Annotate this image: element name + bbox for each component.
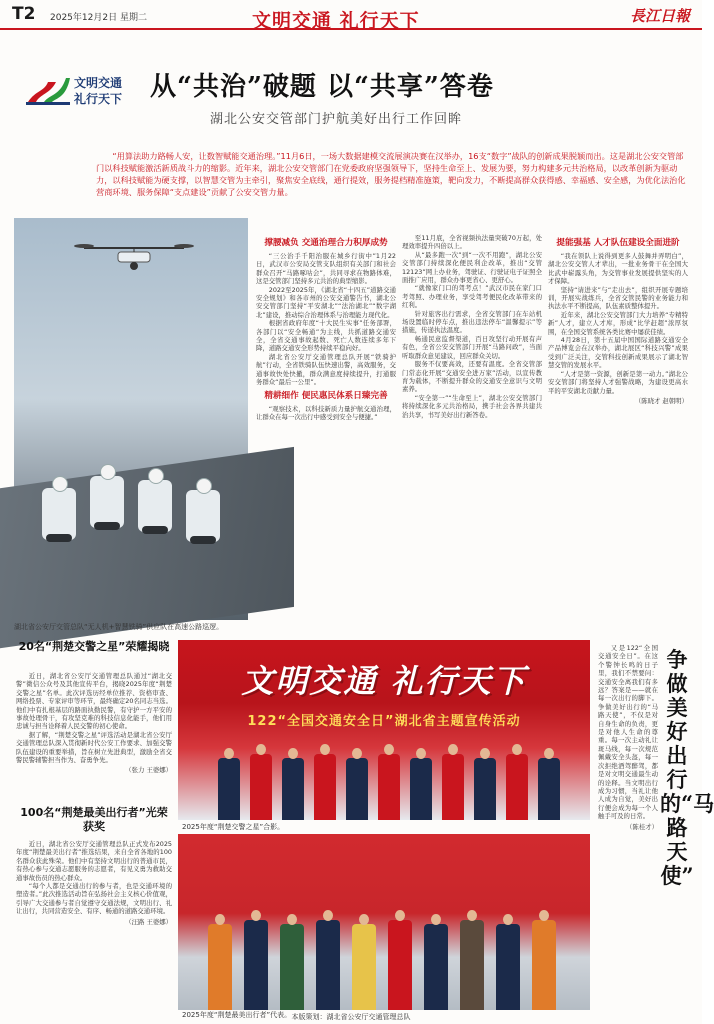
travelers-group-photo <box>178 834 590 1010</box>
person-figure <box>424 924 448 1010</box>
police-rider <box>90 476 124 528</box>
paragraph: 针对旅客出行需求，全省交管部门在车站机场设置临时停车点，推出违法停车“温馨提示”等措施，传递执法温度。 <box>402 309 542 335</box>
section-heading: 撑腰减负 交通治理合力积厚成势 <box>264 238 388 248</box>
officer-figure <box>346 758 368 820</box>
person-figure <box>388 920 412 1010</box>
hero-caption: 湖北省公安厅交管总队“无人机+智慧铁骑”供应队在高速公路巡逻。 <box>14 623 224 631</box>
person-figure <box>532 920 556 1010</box>
section-heading: 精耕细作 便民惠民体系日臻完善 <box>264 390 388 401</box>
officer-figure <box>410 758 432 820</box>
paragraph: “我在领队上说得到更多人鼓舞并弄明白”，湖北公安交管人才辈出，一批业务骨干在全国大比武中崭露头角，为交管事业发展提供坚实的人才保障。 <box>548 252 688 286</box>
paragraph: 至11月底，全省视频执法量突破70万起，处理效率提升四倍以上。 <box>402 234 542 251</box>
byline: （汪路 王婆娜） <box>125 917 172 926</box>
byline: （陈桂才） <box>626 822 658 831</box>
logo-text-line1: 文明交通 <box>74 76 123 90</box>
police-rider <box>138 480 172 532</box>
article-title-travelers: 100名“荆楚最美出行者”光荣获奖 <box>20 806 168 833</box>
paragraph: 4月28日，第十五届中国国际道路交通安全产品博览会在汉举办，湖北展区“科技兴警”成果受到广泛关注，交管科技创新成果展示了湖北智慧交管的发展水平。 <box>548 336 688 370</box>
column-title: 文明交通 礼行天下 <box>252 10 420 32</box>
page-header <box>0 0 702 30</box>
person-figure <box>244 920 268 1010</box>
person-figure <box>352 924 376 1010</box>
paragraph: “观察技术，以科技新质力量护航交通治理，让群众在每一次出行中感受到安全与便捷。” <box>256 404 396 421</box>
lead-paragraph: “用算法助力路畅人安，让数智赋能交通治理。”11月6日，一场大数据建模交流展演决赛在汉举办，16支“数字”战队的创新成果脱颖而出。这是湖北公安交管部门以科技赋能激活新质战斗力的缩影。近年来，湖北公安交管部门在党委政府坚强领导下，坚持生命至上、发展为要，努力构建多元共治格局，以改革创新为驱动力，以科技赋能为硬支撑，以智慧交管为主牵引，聚焦安全底线，通行提效，服务提档精准施策，靶向发力，不断提高群众获得感、幸福感、安全感，为优化法治化营商环境、服务保障“支点建设”贡献了公安交管力量。 <box>96 151 686 197</box>
paragraph: 近日，湖北省公安厅交通管理总队通过“湖北交警”微信公众号及其他宣传平台，揭晓2025年度“荆楚交警之星”名单。此次评选历经单位推荐、资格审查、网络投票、专家评审等环节，最终确定20名同志当选。他们中有扎根基层的路面执勤民警，有守护一方平安的事故处理骨干，有攻坚克难的科技信息化能手，他们用忠诚与担当诠释着人民交警的初心使命。 <box>16 672 172 731</box>
issue-date: 2025年12月2日 星期二 <box>50 13 147 23</box>
officer-figure <box>506 754 528 820</box>
highway <box>0 447 294 649</box>
officer-figure <box>538 758 560 820</box>
byline: （张力 王婆娜） <box>125 766 172 775</box>
article-title-stars: 20名“荆楚交警之星”荣耀揭晓 <box>18 640 170 653</box>
hero-photo <box>14 218 248 620</box>
paragraph: “每个人都是交通出行的参与者，也是交通环境的塑造者。”此次推选活动旨在弘扬社会主义核心价值观，引导广大交通参与者自觉遵守交通法规，文明出行、礼让出行，共同营造安全、有序、畅通的道路交通环境。 <box>16 882 172 916</box>
page-footer: 本版策划：湖北省公安厅交通管理总队 <box>291 1013 411 1021</box>
paragraph: 服务不仅要高效，还要有温度。全省交管部门常态化开展“交通安全进万家”活动，以宣传教育为载体，不断提升群众的交通安全意识与文明素养。 <box>402 360 542 394</box>
paragraph: 近年来，湖北公安交管部门大力培养“专精特新”人才，建立人才库，形成“比学赶超”浓厚氛围，在全国交管系统各类比赛中屡获佳绩。 <box>548 310 688 336</box>
police-rider <box>42 488 76 540</box>
headline: 从“共治”破题 以“共享”答卷 <box>150 72 494 102</box>
officer-figure <box>218 758 240 820</box>
officer-figure <box>314 754 336 820</box>
article-column-1 <box>256 234 396 622</box>
travelers-photo-caption: 2025年度“荆楚最美出行者”代表。 <box>182 1011 292 1019</box>
person-figure <box>208 924 232 1010</box>
person-figure <box>316 920 340 1010</box>
paragraph: 据了解，“荆楚交警之星”评选活动是湖北省公安厅交通管理总队深入贯彻新时代公安工作要求、加强交警队伍建设的重要举措，旨在树立先进典型，激励全省交警民警辅警担当作为、奋勇争先。 <box>16 730 172 765</box>
paragraph: 根据省政府年度“十大民生实事”任务部署，各部门以“安全畅通”为主线，共抓道路交通安全，全省交通事故起数、死亡人数连续多年下降，道路交通安全形势持续平稳向好。 <box>256 319 396 353</box>
paragraph: “人才是第一资源，创新是第一动力。”湖北公安交管部门将坚持人才强警战略，为建设更高水平的平安湖北贡献力量。 <box>548 369 688 395</box>
officer-figure <box>474 758 496 820</box>
section-heading: 提能强基 人才队伍建设全面进阶 <box>556 238 680 248</box>
poster-banner-text: 122“全国交通安全日”湖北省主题宣传活动 <box>247 714 521 729</box>
byline: （陈晓才 赵朝明） <box>634 396 688 405</box>
article-column-3 <box>548 234 688 622</box>
poster-slogan: 文明交通 礼行天下 <box>241 662 527 700</box>
article-column-2 <box>402 234 542 622</box>
officer-figure <box>282 758 304 820</box>
commentary-body <box>598 644 658 1012</box>
paragraph: “三公治手千阳治服在城乡行街中”1月22日，武汉市公安局交管支队组织有关部门和社会群众召开“马路啄咕会”，共同寻求在物路体难，这是交管部门坚持多元共治的典型缩影。 <box>256 252 396 286</box>
stars-group-photo <box>178 640 590 820</box>
paragraph: 坚持“请进来”与“走出去”，组织开展专题培训，开展实战练兵，全省交管民警的业务能力和执法水平不断提高，队伍素质整体提升。 <box>548 285 688 311</box>
commentary-title: 争做美好出行的“马路天使” <box>660 647 714 888</box>
officer-figure <box>442 754 464 820</box>
officer-figure <box>250 754 272 820</box>
article-stars-body <box>16 672 172 802</box>
drone-icon <box>74 238 194 278</box>
paragraph: 畅通民意监督渠道，百日攻坚行动开展有声有色，全省公安交管部门开展“马路问政”，当面听取群众意见建议，回应群众关切。 <box>402 334 542 360</box>
person-figure <box>280 924 304 1010</box>
road-logo-icon <box>26 72 70 106</box>
person-figure <box>496 924 520 1010</box>
paragraph: “安全第一”“生命至上”，湖北公安交管部门将持续深化多元共治格局，携手社会各界共建共治共享，书写美好出行新答卷。 <box>402 393 542 419</box>
paragraph: 近日，湖北省公安厅交通管理总队正式发布2025年度“荆楚最美出行者”推选结果，来自全省各地的100名群众获此殊荣。他们中有坚持文明出行的普通市民，有热心参与交通志愿服务的志愿者，有见义勇为救助交通事故伤员的热心群众。 <box>16 840 172 882</box>
campaign-logo <box>26 72 146 108</box>
paragraph: 又是122“全国交通安全日”。在这个警钟长鸣的日子里，我们不禁要问：交通安全离我们有多远？答案是——就在每一次出行的脚下。争做美好出行的“马路天使”，不仅是对自身生命的负责，更是对他人生命的尊重。每一次主动礼让斑马线，每一次规范佩戴安全头盔，每一次拒绝酒驾醉驾，都是对文明交通最生动的诠释。当文明出行成为习惯，当礼让他人成为自觉，美好出行便会成为每一个人触手可及的日常。 <box>598 644 658 821</box>
sub-headline: 湖北公安交管部门护航美好出行工作回眸 <box>210 112 463 127</box>
person-figure <box>460 920 484 1010</box>
paper-name: 長江日報 <box>629 7 690 25</box>
article-travelers-body <box>16 840 172 1010</box>
logo-text-line2: 礼行天下 <box>74 92 123 106</box>
officer-figure <box>378 754 400 820</box>
paragraph: 湖北省公安厅交通管理总队开展“铁骑护航”行动，全省铁骑队伍快速出警，高效服务，交通事故快处快撤，群众满意度持续提升，打通服务群众“最后一公里”。 <box>256 352 396 387</box>
stars-photo-caption: 2025年度“荆楚交警之星”合影。 <box>182 823 285 831</box>
police-rider <box>186 490 220 542</box>
paragraph: 从“最多跑一次”到“一次不用跑”，湖北公安交管部门持续深化便民利企改革，推出“交管12123”网上办业务，驾驶证、行驶证电子证照全面推广应用，群众办事更省心、更舒心。 <box>402 250 542 285</box>
paragraph: 2022至2025年，《湖北省“十四五”道路交通安全规划》和各市州的公安交通警告书，湖北公安交管部门坚持“平安湖北”“法治湖北”“数字湖北”建设，推动综合治理体系与治理能力现代化。 <box>256 285 396 319</box>
page-number: T2 <box>12 4 36 24</box>
paragraph: “就像家门口的驾考点！”武汉市民在家门口考驾照、办理业务，享受驾考便民化改革带来的红利。 <box>402 284 542 310</box>
